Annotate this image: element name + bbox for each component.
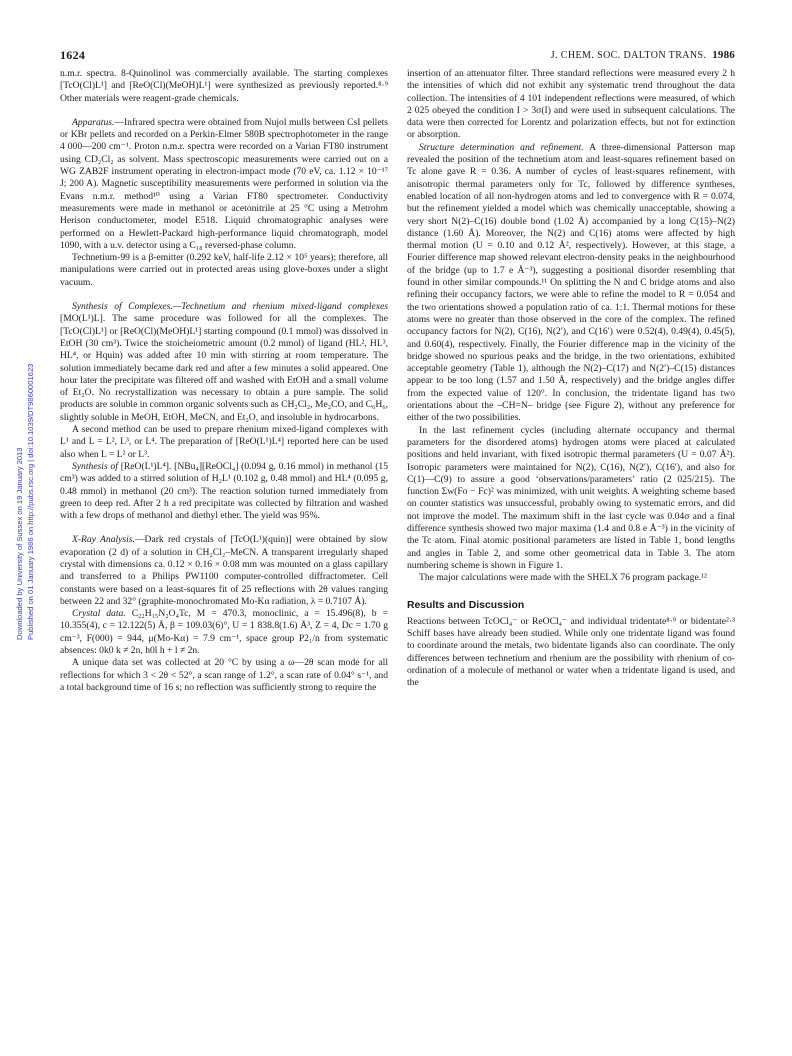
run-in-heading: Synthesis of (72, 460, 118, 472)
paragraph (60, 301, 388, 424)
paragraph-text: C₂₂H₁₅N₂O₄Tc, M = 470.3, monoclinic, a = 15.496(8), b = 10.355(4), c = 12.122(5) Å, β = 109.03(6)°, U = 1 838.8(1.6) Å³, Z = 4, Dc = 1.70 g cm⁻³, F(000) = 944, μ(Mo-Kα) = 7.9 cm⁻¹, space group P2₁/n from systematic absences: 0k0 k ≠ 2n, h0l h + l ≠ 2n. (60, 608, 388, 657)
paragraph (60, 534, 388, 608)
paragraph-text: —Dark red crystals of [TcO(L¹)(quin)] were obtained by slow evaporation (2 d) of a solution in CH₂Cl₂–MeCN. A transparent irregularly shaped crystal with dimensions ca. 0.12 × 0.16 × 0.08 mm was mounted on a glass capillary and transferred to a Philips PW1100 computer-controlled diffractometer. Cell constants were based on a least-squares fit of 25 reflections with 2θ values ranging between 22 and 32° (graphite-monochromated Mo-Kα radiation, λ = 0.7107 Å). (60, 534, 388, 607)
paragraph-text: A second method can be used to prepare rhenium mixed-ligand complexes with L¹ and L = L², L³, or L⁴. The preparation of [ReO(L¹)L⁴] reported here can be used also when L = L² or L³. (60, 424, 388, 460)
run-in-heading: Apparatus. (72, 116, 115, 128)
left-column (60, 68, 388, 694)
run-in-heading: Crystal data. (72, 608, 126, 620)
paragraph (60, 657, 388, 694)
download-side-note (14, 120, 42, 640)
paragraph-text: Technetium-99 is a β-emitter (0.292 keV, half-life 2.12 × 10⁵ years); therefore, all manipulations were carried out in protected areas using glove-boxes under a slight vacuum. (60, 252, 388, 288)
paragraph-text: —Infrared spectra were obtained from Nujol mulls between CsI pellets or KBr pellets and recorded on a Perkin-Elmer 580B spectrophotometer in the range 4 000—200 cm⁻¹. Proton n.m.r. spectra were recorded on a Varian FT80 instrument using CD₂Cl₂ as solvent. Mass spectroscopic measurements were carried out on a WG ZAB2F instrument operating in electron-impact mode (70 eV, ca. 1.12 × 10⁻¹⁷ J; 200 A). Magnetic susceptibility measurements were performed in solution via the Evans n.m.r. method¹⁰ using a Varian FT80 spectrometer. Conductivity measurements were made in methanol or acetonitrile at 25 °C using a Metrohm Herison conductometer, model E518. Liquid chromatographic analyses were performed on a Hewlett-Packard high-performance liquid chromatograph, model 1090, with a u.v. detector using a C₁₈ reversed-phase column. (60, 116, 388, 251)
journal-year: 1986 (712, 49, 735, 61)
paragraph-text: [MO(L¹)L]. The same procedure was followed for all the complexes. The [TcO(Cl)L¹] or [ReO(Cl)(MeOH)L¹] starting compound (0.1 mmol) was dissolved in EtOH (30 cm³). Twice the stoicheiometric amount (0.2 mmol) of ligand (HL², HL³, HL⁴, or Hquin) was added after 10 min with stirring at room temperature. The solution immediately became dark red and after a few minutes a solid appeared. One hour later the precipitate was filtered off and washed with EtOH and a small volume of Et₂O. No recrystallization was necessary to obtain a pure sample. The solid products are soluble in common organic solvents such as CH₂Cl₂, Me₂CO, and C₆H₆, slightly soluble in MeOH, EtOH, MeCN, and Et₂O, and insoluble in hydrocarbons. (60, 313, 388, 423)
paragraph-text: The major calculations were made with the SHELX 76 program package.¹² (419, 572, 707, 584)
run-in-heading: Synthesis of Complexes.—Technetium and rhenium mixed-ligand complexes (72, 301, 388, 313)
side-note-line-1: Downloaded by University of Sussex on 19 January 2013 (15, 447, 24, 640)
right-column-text (407, 68, 735, 584)
paragraph (407, 68, 735, 142)
section-heading: Results and Discussion (407, 600, 525, 612)
run-in-heading: Structure determination and refinement. (419, 141, 584, 153)
paragraph (407, 616, 735, 690)
journal-header (551, 49, 735, 61)
paragraph-text: In the last refinement cycles (including alternate occupancy and thermal parameters for the disordered atoms) hydrogen atoms were placed at calculated positions and held invariant, with fixed isotropic thermal parameters (U = 0.07 Å²). Isotropic parameters were maintained for N(2), C(16), N(2′), C(16′), and also for C(1)—C(9) to assure a good ‘observations/parameters’ ratio (2 025/215). The function Σw(Fo − Fc)² was minimized, with unit weights. A weighting scheme based on counter statistics was unsuccessful, probably owing to systematic errors, and did not improve the model. The maximum shift in the last cycle was 0.04σ and a final difference synthesis showed two major maxima (1.4 and 0.8 e Å⁻³) in the vicinity of the Tc atom. Final atomic positional parameters are listed in Table 1, bond lengths and angles in Table 2, and some other geometrical data in Table 3. The atom numbering scheme is shown in Figure 1. (407, 424, 735, 571)
paragraph (60, 252, 388, 289)
journal-name: J. CHEM. SOC. DALTON TRANS. (550, 50, 707, 61)
paragraph (60, 68, 388, 105)
side-note-line-2[interactable]: Published on 01 January 1986 on http://pubs.rsc.org | doi:10.1039/DT9860001623 (26, 363, 35, 640)
paragraph-text: [ReO(L¹)L⁴]. [NBu₄][ReOCl₄] (0.094 g, 0.16 mmol) in methanol (15 cm³) was added to a stirred solution of H₂L¹ (0.102 g, 0.48 mmol) and HL⁴ (0.095 g, 0.48 mmol) in methanol (20 cm³). The reaction solution turned immediately from green to deep red. After 2 h a red precipitate was collected by filtration and washed with a few drops of methanol and diethyl ether. The yield was 95%. (60, 460, 388, 522)
right-column (407, 68, 735, 690)
results-text (407, 616, 735, 690)
page-number: 1624 (60, 48, 86, 62)
paragraph-text: A three-dimensional Patterson map revealed the position of the technetium atom and least-squares refinement based on Tc alone gave R = 0.36. A number of cycles of least-squares refinement, with anisotropic thermal parameters only for Tc, followed by difference syntheses, enabled location of all non-hydrogen atoms and led to convergence with R = 0.074, but the refinement yielded a model which was chemically unacceptable, showing a very short N(2)–C(16) double bond (1.02 Å) accompanied by a long C(15)–N(2) distance (1.60 Å). Moreover, the N(2) and C(16) atoms were affected by high thermal motion (U = 0.10 and 0.12 Å², respectively). However, at this stage, a Fourier difference map showed relevant electron-density peaks in the neighbourhood of the bridge (up to 1.7 e Å⁻³), suggesting a positional disorder resembling that found in other similar compounds.¹¹ On splitting the N and C bridge atoms and also refining their occupancy factors, we were able to refine the model to R = 0.054 and the two orientations showed a population ratio of ca. 1:1. Thermal motions for these atoms were no greater than those observed in the core of the complex. The refined occupancy factors for N(2), C(16), N(2′), and C(16′) were 0.52(4), 0.49(4), 0.45(5), and 0.60(4), respectively. Finally, the Fourier difference map in the vicinity of the bridge showed no spurious peaks and the bridge, in the two orientations, exhibited acceptable geometry (Table 1), although the N(2)–C(17) and N(2′)–C(15) distances appear to be too long (1.57 and 1.50 Å, respectively) and the bridge angles differ from the expected value of 120°. In conclusion, the tridentate ligand has two orientations about the –CH=N– bridge (see Figure 2), without any preference for either of the two possibilities. (407, 141, 736, 424)
paragraph-text: A unique data set was collected at 20 °C by using a ω—2θ scan mode for all reflections for which 3 < 2θ < 52°, a scan range of 1.2°, a scan rate of 0.04° s⁻¹, and a total background time of 16 s; no reflection was sufficiently strong to require the (60, 657, 388, 693)
paragraph (60, 608, 388, 657)
paragraph (60, 117, 388, 252)
run-in-heading: X-Ray Analysis. (72, 534, 135, 546)
paragraph (407, 572, 735, 584)
paragraph-text: insertion of an attenuator filter. Three standard reflections were measured every 2 h the intensities of which did not exhibit any systematic trend throughout the data collection. The intensities of 4 101 independent reflections were measured, of which 2 025 obeyed the condition I > 3σ(I) and were used in subsequent calculations. The data were then corrected for Lorentz and polarization effects, but not for extinction or absorption. (407, 68, 735, 141)
paragraph-text: n.m.r. spectra. 8-Quinolinol was commercially available. The starting complexes [TcO(Cl)L¹] and [ReO(Cl)(MeOH)L¹] were synthesized as previously reported.⁸·⁹ Other materials were reagent-grade chemicals. (60, 68, 388, 104)
paragraph (60, 424, 388, 461)
paragraph (407, 142, 735, 425)
paragraph (60, 461, 388, 522)
paragraph (407, 425, 735, 573)
paragraph-text: Reactions between TcOCl₄⁻ or ReOCl₄⁻ and individual tridentate⁸·⁹ or bidentate²·³ Schiff bases have already been studied. While only one tridentate ligand was found to coordinate around the metals, two bidentate ligands also can coordinate. The only differences between technetium and rhenium are the possibility with rhenium of co-ordination of a molecule of methanol or water when a tridentate ligand is used, and the (407, 615, 735, 689)
